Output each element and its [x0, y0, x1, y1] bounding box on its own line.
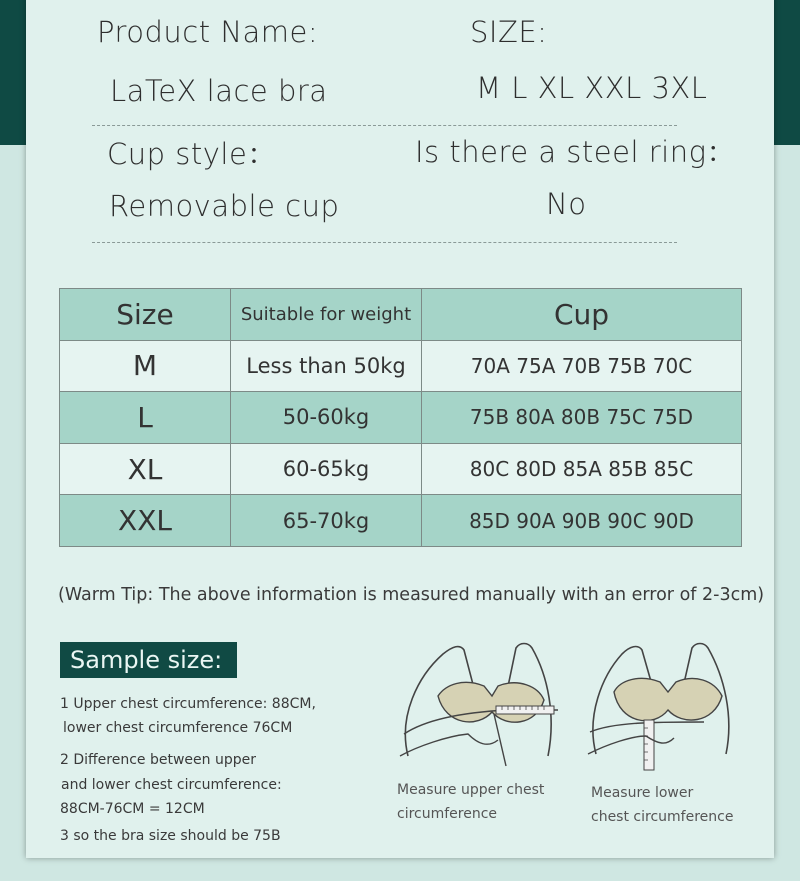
cell-cup: 85D 90A 90B 90C 90D [422, 495, 742, 547]
cell-size: XL [60, 443, 231, 495]
cell-cup: 80C 80D 85A 85B 85C [422, 443, 742, 495]
cup-style-label: Cup style： [107, 137, 277, 171]
steel-ring-label: Is there a steel ring： [415, 135, 737, 169]
table-row [60, 443, 742, 495]
cell-weight: 65-70kg [231, 495, 422, 547]
sample-line-6: 3 so the bra size should be 75B [60, 828, 281, 844]
cell-size: M [60, 340, 231, 392]
steel-ring-value: No [546, 187, 587, 221]
size-value: M L XL XXL 3XL [476, 71, 708, 105]
sample-line-1: 1 Upper chest circumference: 88CM, [60, 696, 316, 712]
column-header-size: Size [60, 289, 231, 341]
sample-line-5: 88CM-76CM = 12CM [60, 801, 205, 817]
cell-weight: 50-60kg [231, 392, 422, 444]
lower-chest-illustration [584, 636, 744, 776]
upper-chest-illustration [398, 636, 578, 776]
sample-size-title: Sample size: [60, 642, 237, 678]
cell-size: L [60, 392, 231, 444]
column-header-cup: Cup [422, 289, 742, 341]
lower-caption-line-2: chest circumference [591, 809, 734, 825]
size-label: SIZE: [470, 15, 548, 49]
table-row [60, 495, 742, 547]
divider-2 [92, 242, 677, 243]
sample-line-2: lower chest circumference 76CM [63, 720, 293, 736]
cell-size: XXL [60, 495, 231, 547]
cell-cup: 70A 75A 70B 75B 70C [422, 340, 742, 392]
product-name-label: Product Name: [97, 15, 319, 49]
lower-caption-line-1: Measure lower [591, 785, 694, 801]
upper-caption-line-2: circumference [397, 806, 498, 822]
table-header-row [60, 289, 742, 341]
table-row [60, 340, 742, 392]
column-header-weight: Suitable for weight [231, 289, 422, 341]
cell-weight: Less than 50kg [231, 340, 422, 392]
cell-weight: 60-65kg [231, 443, 422, 495]
cell-cup: 75B 80A 80B 75C 75D [422, 392, 742, 444]
upper-caption-line-1: Measure upper chest [397, 782, 545, 798]
size-table [59, 288, 742, 547]
sample-line-3: 2 Difference between upper [60, 752, 256, 768]
cup-style-value: Removable cup [109, 189, 340, 223]
sample-line-4: and lower chest circumference: [61, 777, 282, 793]
warm-tip: (Warm Tip: The above information is measured manually with an error of 2-3cm) [58, 585, 765, 605]
product-name-value: LaTeX lace bra [110, 74, 328, 108]
table-row [60, 392, 742, 444]
divider-1 [92, 125, 677, 126]
